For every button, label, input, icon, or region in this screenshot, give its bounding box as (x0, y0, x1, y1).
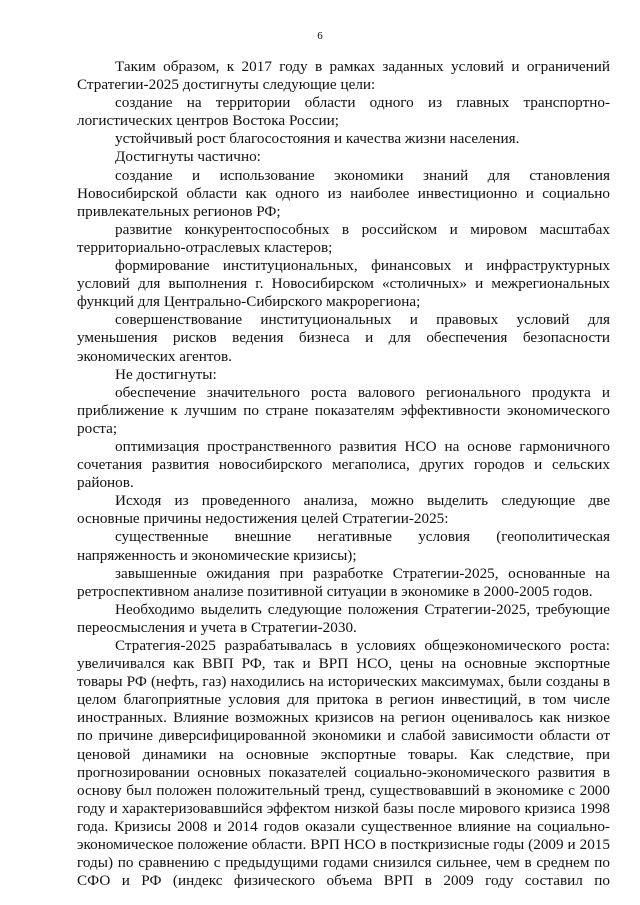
paragraph: устойчивый рост благосостояния и качества жизни населения. (115, 130, 520, 148)
paragraph: Необходимо выделить следующие положения Стратегии-2025, требующие переосмысления и учета в Стратегии-2030. (77, 600, 610, 636)
paragraph: совершенствование институциональных и правовых условий для уменьшения рисков ведения бизнеса и для обеспечения безопасности экономических агентов. (77, 311, 610, 365)
paragraph: Исходя из проведенного анализа, можно выделить следующие две основные причины недостижения целей Стратегии-2025: (77, 492, 610, 528)
paragraph: Таким образом, к 2017 году в рамках заданных условий и ограничений Стратегии-2025 достигнуты следующие цели: (77, 58, 610, 94)
paragraph: обеспечение значительного роста валового регионального продукта и приближение к лучшим по стране показателям эффективности экономического роста; (77, 383, 610, 437)
paragraph: Стратегия-2025 разрабатывалась в условиях общеэкономического роста: увеличивался как ВВП РФ, так и ВРП НСО, цены на основные экспортные товары РФ (нефть, газ) находились на исторических максимумах, были созданы в целом благоприятные условия для притока в регион инвестиций, в том числе иностранных. Влияние возможных кризисов на регион оценивалось как низкое по причине диверсифицированной экономики и слабой зависимости области от ценовой динамики на основные экспортные товары. Как следствие, при прогнозировании основных показателей социально-экономического развития в основу был положен положительный тренд, существовавший в экономике с 2000 году и характеризовавшийся эффектом низкой базы после мирового кризиса 1998 года. Кризисы 2008 и 2014 годов оказали существенное влияние на социально-экономическое положение области. ВРП НСО в посткризисные годы (2009 и 2015 годы) по сравнению с предыдущими годами снизился сильнее, чем в среднем по СФО и РФ (индекс физического объема ВРП в 2009 году составил по (77, 637, 610, 890)
paragraph: существенные внешние негативные условия (геополитическая напряженность и экономические кризисы); (77, 528, 610, 564)
paragraph: оптимизация пространственного развития НСО на основе гармоничного сочетания развития новосибирского мегаполиса, других городов и сельских районов. (77, 437, 610, 492)
paragraph: Не достигнуты: (115, 365, 217, 383)
paragraph: развитие конкурентоспособных в российском и мировом масштабах территориально-отраслевых кластеров; (77, 220, 610, 256)
paragraph: Достигнуты частично: (115, 148, 261, 166)
paragraph: создание и использование экономики знаний для становления Новосибирской области как одного из наиболее инвестиционно и социально привлекательных регионов РФ; (77, 166, 610, 220)
paragraph: создание на территории области одного из главных транспортно-логистических центров Востока России; (77, 94, 610, 130)
paragraph: формирование институциональных, финансовых и инфраструктурных условий для выполнения г. Новосибирском «столичных» и межрегиональных функций для Центрально-Сибирского макрорегиона; (77, 257, 610, 311)
document-body (77, 58, 610, 890)
paragraph: завышенные ожидания при разработке Стратегии-2025, основанные на ретроспективном анализе позитивной ситуации в экономике в 2000-2005 годов. (77, 564, 610, 600)
page-number: 6 (317, 30, 323, 42)
